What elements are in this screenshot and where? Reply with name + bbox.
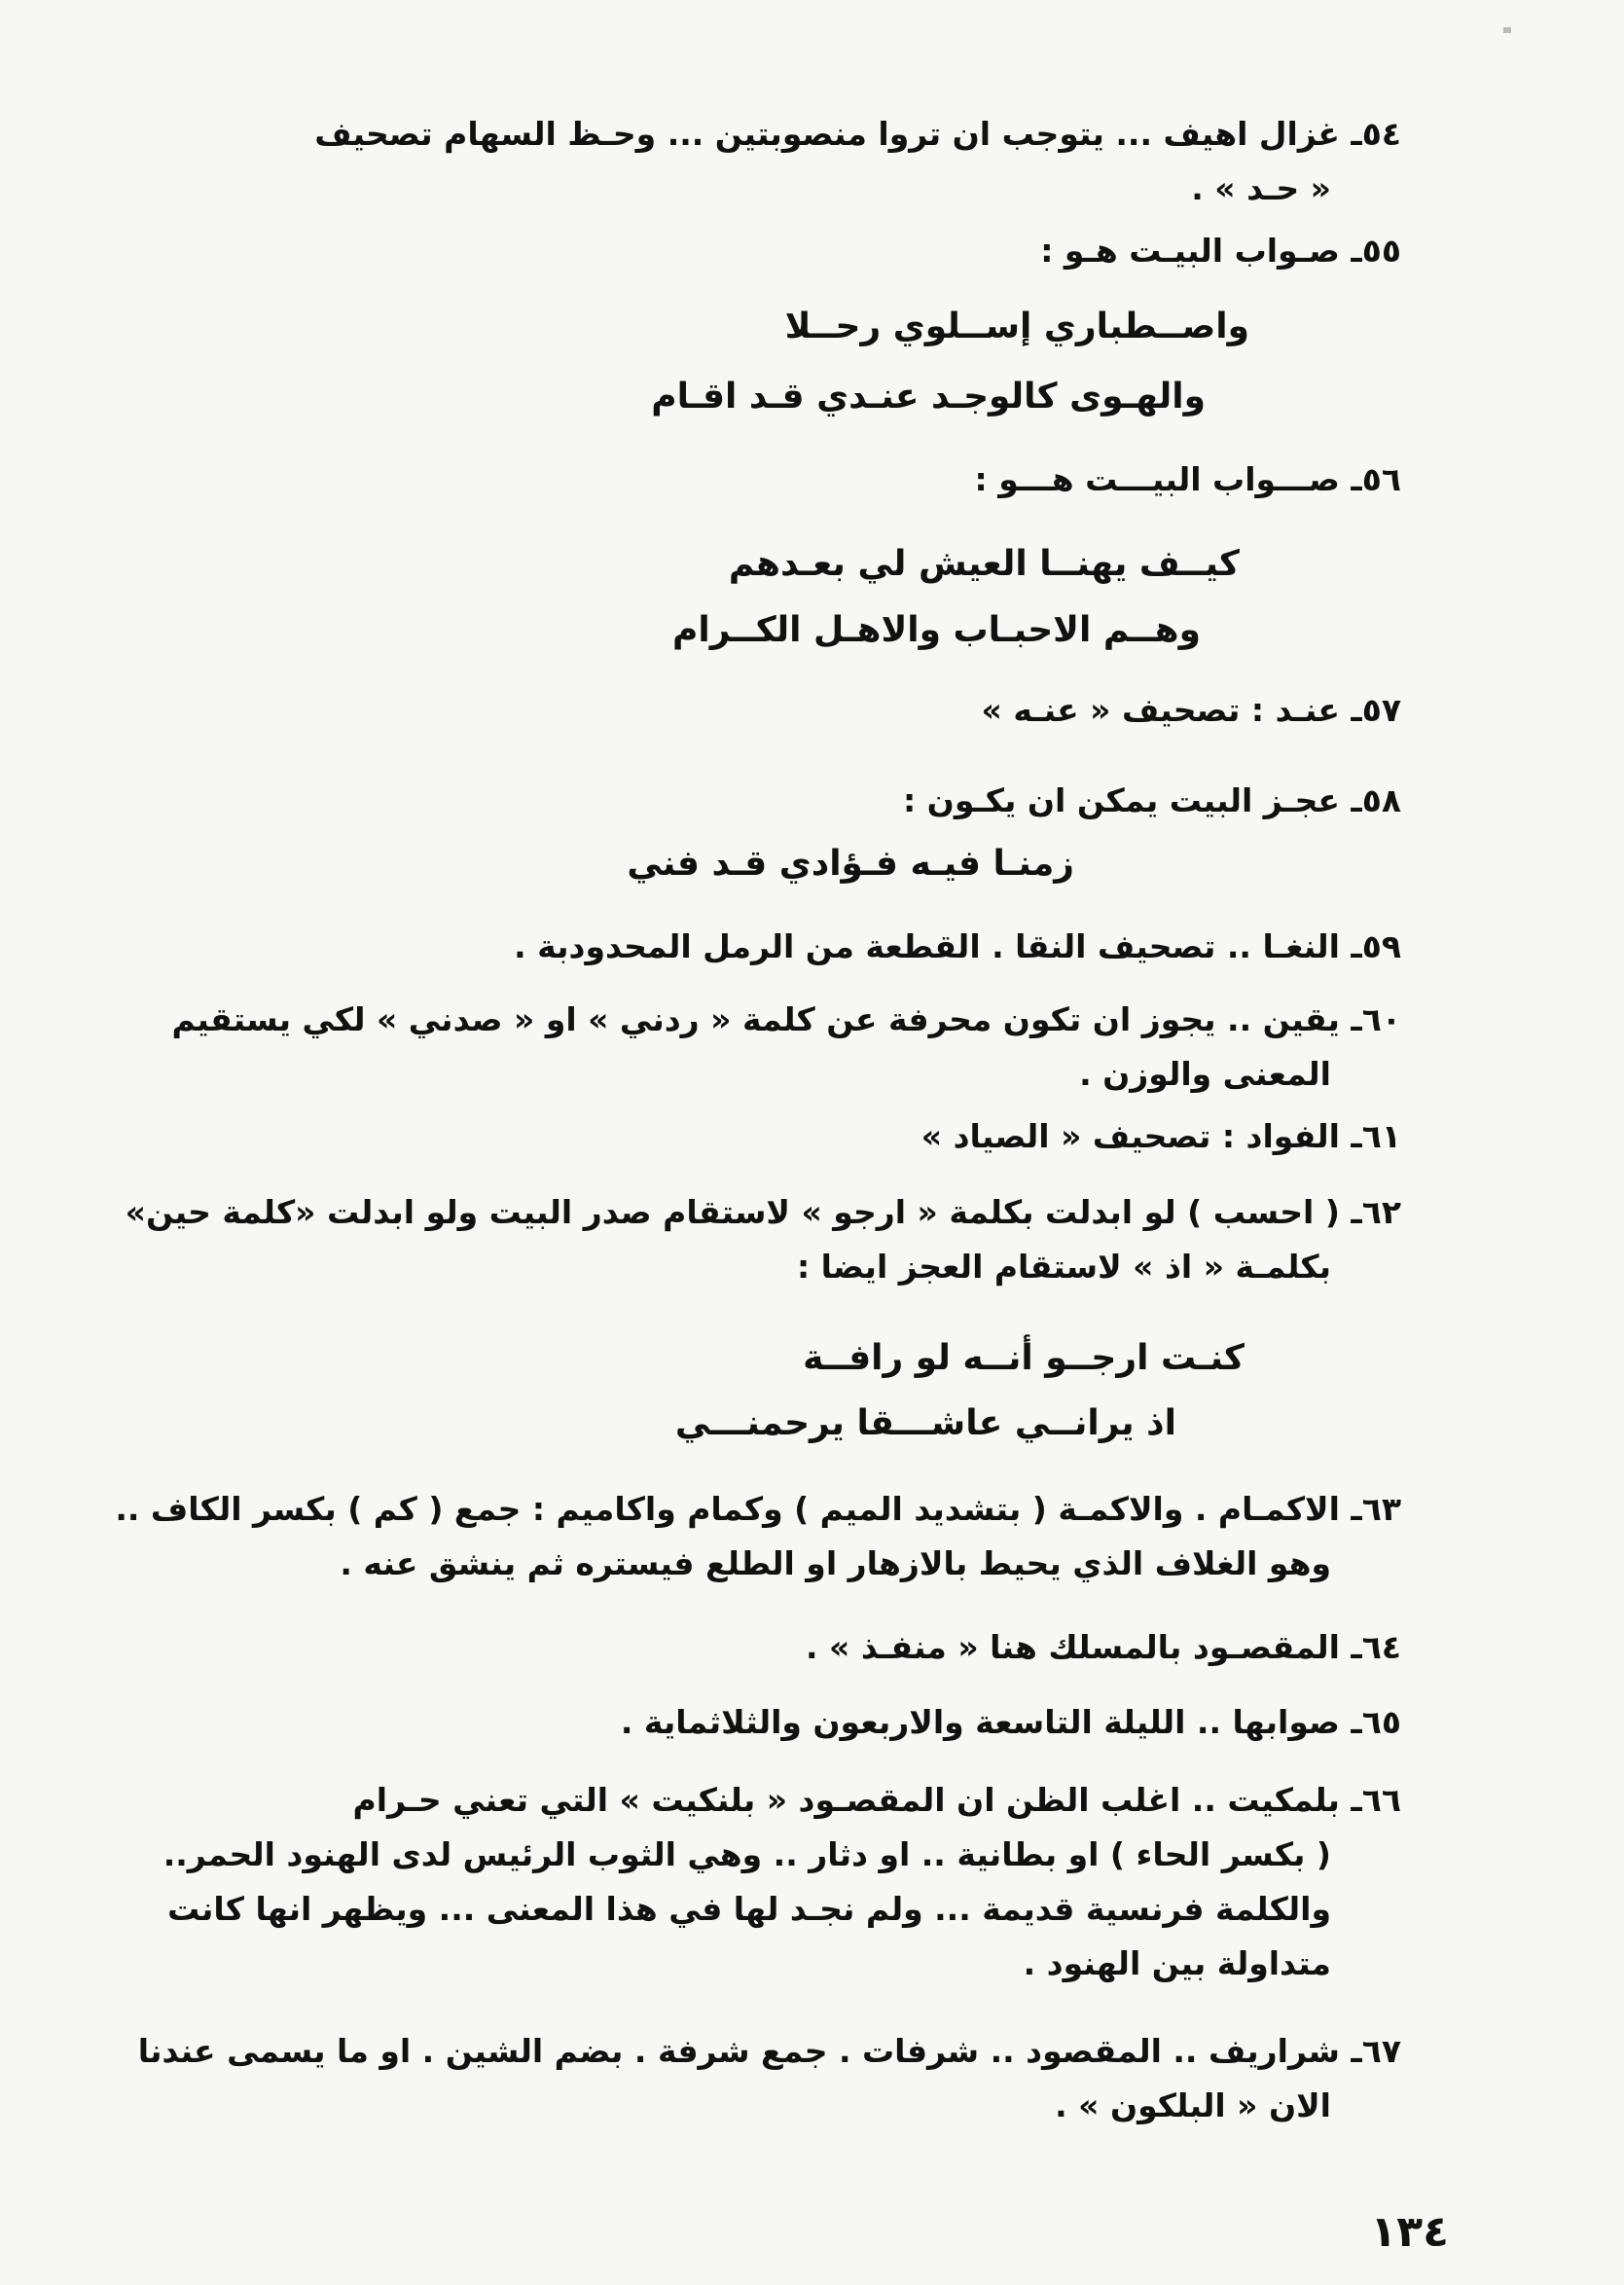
note-59 [185, 920, 1401, 974]
note-line: ٦٣ـ الاكمـام . والاكمـة ( بتشديد الميم ) وكمام واكاميم : جمع ( كم ) بكسر الكاف .. [115, 1490, 1401, 1528]
note-line: ٦٥ـ صوابها .. الليلة التاسعة والاربعون والثلاثماية . [620, 1703, 1401, 1741]
note-line: ٥٤ـ غزال اهيف ... يتوجب ان تروا منصوبتين ... وحـظ السهام تصحيف [314, 115, 1401, 153]
note-line: « حـد » . [1191, 169, 1331, 207]
note-64 [185, 1620, 1401, 1675]
note-line: ٥٩ـ النغـا .. تصحيف النقا . القطعة من الرمل المحدودبة . [514, 927, 1401, 965]
verse-line: زمنـا فيـه فـؤادي قـد فني [627, 844, 1074, 884]
note-67 [137, 2024, 1401, 2133]
note-line: ٦٠ـ يقين .. يجوز ان تكون محرفة عن كلمة « ردني » او « صدني » لكي يستقيم [171, 1000, 1401, 1038]
note-line: ٥٦ـ صـــواب البيـــت هـــو : [974, 460, 1401, 498]
note-line: الان « البلكون » . [1055, 2086, 1331, 2124]
note-58 [185, 774, 1401, 828]
note-line: متداولة بين الهنود . [1023, 1944, 1331, 1982]
note-54 [185, 107, 1401, 216]
note-65 [185, 1695, 1401, 1750]
note-63 [115, 1482, 1401, 1591]
page-number: ١٣٤ [1370, 2207, 1449, 2257]
note-62 [125, 1185, 1401, 1294]
note-line: والكلمة فرنسية قديمة ... ولم نجـد لها في هذا المعنى ... ويظهر انها كانت [167, 1890, 1331, 1928]
note-55 [185, 224, 1401, 278]
note-line: ٥٧ـ عنـد : تصحيف « عنـه » [981, 691, 1401, 729]
note-line: ٦١ـ الفواد : تصحيف « الصياد » [920, 1117, 1401, 1155]
note-56 [185, 453, 1401, 507]
verse-line: والهـوى كالوجـد عنـدي قـد اقـام [651, 377, 1206, 417]
note-line: ٥٥ـ صـواب البيـت هـو : [1040, 232, 1401, 270]
note-line: ٥٨ـ عجـز البيت يمكن ان يكـون : [902, 781, 1401, 819]
note-line: المعنى والوزن . [1079, 1055, 1331, 1093]
note-66 [162, 1773, 1401, 1991]
note-57 [185, 683, 1401, 738]
verse-line: كيــف يهنــا العيش لي بعـدهم [728, 544, 1240, 584]
note-line: ٦٢ـ ( احسب ) لو ابدلت بكلمة « ارجو » لاستقام صدر البيت ولو ابدلت «كلمة حين» [125, 1193, 1401, 1231]
note-line: ٦٧ـ شراريف .. المقصود .. شرفات . جمع شرفة . بضم الشين . او ما يسمى عندنا [137, 2032, 1401, 2070]
note-line: ٦٤ـ المقصـود بالمسلك هنا « منفـذ » . [806, 1628, 1401, 1666]
note-61 [185, 1109, 1401, 1164]
verse-line: واصــطباري إســلوي رحــلا [784, 307, 1249, 346]
verse-line: اذ يرانــي عاشـــقا يرحمنـــي [674, 1403, 1176, 1443]
note-line: بكلمـة « اذ » لاستقام العجز ايضا : [796, 1248, 1331, 1286]
scan-mark [1503, 27, 1511, 33]
note-line: وهو الغلاف الذي يحيط بالازهار او الطلع فيستره ثم ينشق عنه . [340, 1544, 1331, 1582]
note-line: ( بكسر الحاء ) او بطانية .. او دثار .. وهي الثوب الرئيس لدى الهنود الحمر.. [162, 1835, 1331, 1873]
verse-line: كنـت ارجــو أنــه لو رافــة [803, 1338, 1245, 1378]
note-60 [171, 993, 1401, 1102]
verse-line: وهــم الاحبـاب والاهـل الكــرام [671, 610, 1201, 650]
note-line: ٦٦ـ بلمكيت .. اغلب الظن ان المقصـود « بلنكيت » التي تعني حـرام [352, 1781, 1401, 1819]
